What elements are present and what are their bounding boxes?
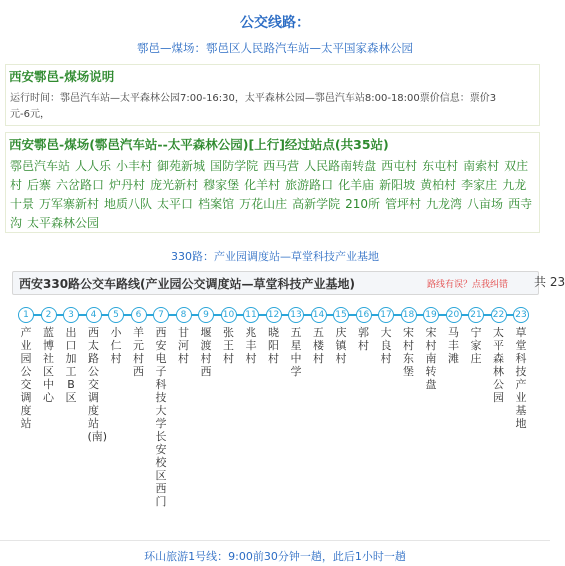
route3-heading: 环山旅游1号线：9:00前30分钟一趟，此后1小时一趟 bbox=[144, 550, 406, 563]
route1-stop[interactable]: 庞光新村 bbox=[150, 178, 199, 192]
route1-stop[interactable]: 旅游路口 bbox=[285, 178, 334, 192]
route1-stop[interactable]: 西屯村 bbox=[381, 159, 418, 173]
route1-stop[interactable]: 小丰村 bbox=[116, 159, 153, 173]
route2-stop[interactable] bbox=[423, 307, 439, 391]
route2-stop[interactable] bbox=[198, 307, 214, 378]
route2-stop-name: 西安电子科技大学长安校区西门 bbox=[155, 326, 167, 508]
route2-total-count: 共 23 bbox=[534, 275, 565, 289]
route2-stop-number: 12 bbox=[266, 307, 282, 323]
route2-stop-name: 宋村南转盘 bbox=[425, 326, 437, 391]
route2-stop-number: 22 bbox=[491, 307, 507, 323]
route2-stop-name: 五楼村 bbox=[313, 326, 324, 365]
route1-description-main: 运行时间：鄠邑汽车站—太平森林公园7:00-16:30，太平森林公园—鄠邑汽车站8:00-18:00票价信息：票价3 bbox=[10, 93, 497, 104]
route1-stop[interactable]: 万军寨新村 bbox=[39, 197, 100, 211]
route1-stop[interactable]: 东屯村 bbox=[422, 159, 459, 173]
route1-stop[interactable]: 太平森林公园 bbox=[27, 216, 100, 230]
route2-stop-name: 堰渡村西 bbox=[200, 326, 212, 378]
route1-stop[interactable]: 管坪村 bbox=[385, 197, 422, 211]
route2-stop-number: 8 bbox=[176, 307, 192, 323]
route2-stop-number: 23 bbox=[513, 307, 529, 323]
route2-stop-name: 甘河村 bbox=[178, 326, 189, 365]
route2-stop-number: 18 bbox=[401, 307, 417, 323]
route2-stop[interactable] bbox=[86, 307, 108, 443]
route2-stop-number: 16 bbox=[356, 307, 372, 323]
route2-stop[interactable] bbox=[18, 307, 34, 430]
route2-stop-name: 郭村 bbox=[358, 326, 369, 352]
route2-stop[interactable] bbox=[266, 307, 282, 365]
route1-stop[interactable]: 李家庄 bbox=[461, 178, 498, 192]
route1-stop[interactable]: 西马营 bbox=[263, 159, 300, 173]
route2-stop-number: 9 bbox=[198, 307, 214, 323]
route2-stop[interactable] bbox=[491, 307, 507, 404]
route2-stop-number: 10 bbox=[221, 307, 237, 323]
route2-stop-number: 7 bbox=[153, 307, 169, 323]
route2-stop-name: 小仁村 bbox=[110, 326, 122, 365]
route2-stop-name: 庆镇村 bbox=[335, 326, 347, 365]
page-heading: 公交线路： bbox=[240, 15, 310, 31]
route2-stop[interactable] bbox=[176, 307, 192, 365]
route2-stop-name: 兆丰村 bbox=[245, 326, 257, 365]
route1-stop[interactable]: 国防学院 bbox=[210, 159, 259, 173]
route1-stop[interactable]: 后寨 bbox=[27, 178, 52, 192]
route1-stop[interactable]: 档案馆 bbox=[198, 197, 235, 211]
route2-stop[interactable] bbox=[153, 307, 169, 508]
route2-stop[interactable] bbox=[401, 307, 417, 378]
route1-stop[interactable]: 黄柏村 bbox=[420, 178, 457, 192]
route2-stop[interactable] bbox=[378, 307, 394, 365]
route1-stop[interactable]: 穆家堡 bbox=[203, 178, 240, 192]
route2-stop-number: 13 bbox=[288, 307, 304, 323]
route2-stop[interactable] bbox=[446, 307, 462, 365]
route2-panel bbox=[0, 263, 565, 541]
route2-heading: 330路：产业园调度站—草堂科技产业基地 bbox=[171, 250, 379, 263]
route2-stop-name: 大良村 bbox=[380, 326, 392, 365]
route1-description-box bbox=[5, 64, 540, 126]
route2-stop-number: 14 bbox=[311, 307, 327, 323]
route2-stop-number: 5 bbox=[108, 307, 124, 323]
route2-stop[interactable] bbox=[288, 307, 304, 378]
route1-stops-title: 西安鄠邑-煤场(鄠邑汽车站--太平森林公园)[上行]经过站点(共35站) bbox=[9, 137, 389, 152]
route2-stop-number: 21 bbox=[468, 307, 484, 323]
route1-stop[interactable]: 八亩场 bbox=[467, 197, 504, 211]
route1-stop[interactable]: 太平口 bbox=[157, 197, 194, 211]
route2-stop-name: 出口加工B区 bbox=[65, 326, 77, 404]
route2-stop-number: 4 bbox=[86, 307, 102, 323]
route2-stop[interactable] bbox=[243, 307, 259, 365]
route1-stop[interactable]: 九龙十景 bbox=[10, 178, 527, 211]
route2-stop-name: 产业园公交调度站 bbox=[20, 326, 32, 430]
route2-stop[interactable] bbox=[356, 307, 372, 352]
route2-stop-name: 宁家庄 bbox=[470, 326, 482, 365]
route2-stop-name: 蓝博社区中心 bbox=[43, 326, 54, 404]
route1-stop[interactable]: 万花山庄 bbox=[239, 197, 288, 211]
route2-stop[interactable] bbox=[108, 307, 124, 365]
report-error-link[interactable]: 路线有误？点我纠错 bbox=[427, 280, 509, 290]
route1-description-title: 西安鄠邑-煤场说明 bbox=[9, 69, 115, 84]
route2-stop-name: 宋村东堡 bbox=[403, 326, 414, 378]
route1-stop-list bbox=[6, 155, 539, 235]
route2-stop-number: 17 bbox=[378, 307, 394, 323]
route1-stop[interactable]: 人民路南转盘 bbox=[304, 159, 377, 173]
route2-stop-number: 20 bbox=[446, 307, 462, 323]
route2-stop-number: 1 bbox=[18, 307, 34, 323]
route2-stop-number: 2 bbox=[41, 307, 57, 323]
route2-stop-name: 西太路公交调度站(南) bbox=[87, 326, 108, 443]
route1-stop[interactable]: 新阳坡 bbox=[379, 178, 416, 192]
route1-stop[interactable]: 210所 bbox=[345, 197, 381, 211]
route2-stop[interactable] bbox=[63, 307, 79, 404]
route1-stops-box bbox=[5, 132, 540, 233]
route2-header bbox=[12, 271, 539, 295]
route2-stop[interactable] bbox=[311, 307, 327, 365]
route1-heading: 鄠邑—煤场：鄠邑区人民路汽车站—太平国家森林公园 bbox=[137, 41, 413, 55]
route2-stop-name: 草堂科技产业基地 bbox=[515, 326, 527, 430]
route1-description-fare: 元-6元， bbox=[10, 109, 50, 120]
route2-stop-number: 19 bbox=[423, 307, 439, 323]
route2-stop[interactable] bbox=[131, 307, 147, 378]
route2-stop-name: 羊元村西 bbox=[133, 326, 144, 378]
route2-stop-number: 15 bbox=[333, 307, 349, 323]
route2-stop-number: 3 bbox=[63, 307, 79, 323]
route1-stop[interactable]: 六岔路口 bbox=[56, 178, 105, 192]
route2-stop[interactable] bbox=[513, 307, 529, 430]
route1-stop[interactable]: 炉丹村 bbox=[109, 178, 146, 192]
route2-stop-name: 马丰滩 bbox=[448, 326, 459, 365]
route2-stop-name: 张王村 bbox=[223, 326, 234, 365]
route1-stop[interactable]: 南索村 bbox=[463, 159, 500, 173]
route1-stop[interactable]: 地质八队 bbox=[104, 197, 153, 211]
route1-stop[interactable]: 化羊村 bbox=[244, 178, 281, 192]
route1-stop[interactable]: 双庄村 bbox=[10, 159, 529, 192]
route1-stop[interactable]: 人人乐 bbox=[75, 159, 112, 173]
route2-stop[interactable] bbox=[468, 307, 484, 365]
route1-description-text bbox=[6, 87, 539, 127]
route2-stop[interactable] bbox=[333, 307, 349, 365]
route1-stop[interactable]: 御苑新城 bbox=[157, 159, 206, 173]
route1-stop[interactable]: 鄠邑汽车站 bbox=[10, 159, 71, 173]
route2-stop-name: 太平森林公园 bbox=[493, 326, 504, 404]
route2-stop[interactable] bbox=[41, 307, 57, 404]
route2-stop-number: 11 bbox=[243, 307, 259, 323]
route1-stop[interactable]: 九龙湾 bbox=[426, 197, 463, 211]
route1-stop[interactable]: 化羊庙 bbox=[338, 178, 375, 192]
route2-title: 西安330路公交车路线(产业园公交调度站—草堂科技产业基地) bbox=[19, 277, 356, 291]
route2-stop[interactable] bbox=[221, 307, 237, 365]
route2-stop-number: 6 bbox=[131, 307, 147, 323]
route2-stop-name: 晓阳村 bbox=[268, 326, 279, 365]
route2-stop-name: 五星中学 bbox=[290, 326, 302, 378]
route1-stop[interactable]: 高新学院 bbox=[292, 197, 341, 211]
divider bbox=[0, 540, 550, 541]
route1-stop[interactable]: 西寺沟 bbox=[10, 197, 533, 230]
